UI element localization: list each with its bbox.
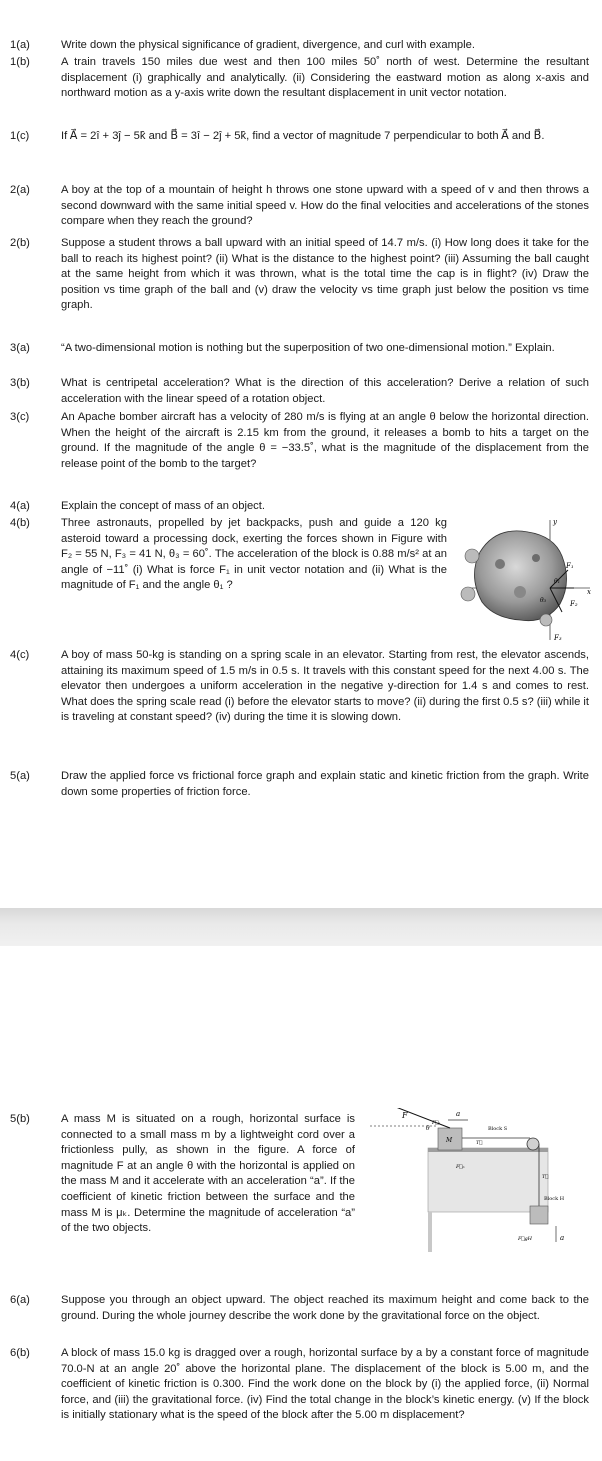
tension-side-label: T⃗ (542, 1174, 549, 1180)
accel-top-label: a (456, 1110, 461, 1118)
question-label: 4(c) (10, 649, 30, 661)
question-label: 5(b) (10, 1113, 30, 1125)
pulley-figure (368, 1108, 590, 1258)
block-m-small (530, 1206, 548, 1224)
question-text: An Apache bomber aircraft has a velocity of 280 m/s is flying at an angle θ below the horizontal direction. When the height of the aircraft is 2.15 km from the ground, it releases a bomb to hits a target on the ground. If the magnitude of the angle θ = −33.5˚, what is the magnitude of the displacement from the release point of the bomb to the target? (61, 411, 589, 470)
question-label: 2(b) (10, 237, 30, 249)
f2-label: F₂ (570, 600, 578, 608)
question-text: “A two-dimensional motion is nothing but the superposition of two one-dimensional motion.” Explain. (61, 342, 555, 354)
fn-label: F⃗ₙ (456, 1164, 465, 1170)
asteroid-figure (450, 512, 596, 646)
f1-label: F₁ (566, 562, 574, 570)
table-surface (428, 1148, 548, 1212)
page-break (0, 908, 602, 946)
force-label: F (402, 1111, 408, 1120)
angle-label: θ (426, 1125, 430, 1132)
question-text: What is centripetal acceleration? What is the direction of this acceleration? Derive a relation of such acceleration with the linear speed of a rotation object. (61, 377, 589, 405)
question-label: 6(b) (10, 1347, 30, 1359)
question-text: Draw the applied force vs frictional force graph and explain static and kinetic friction from the graph. Write down some properties of friction force. (61, 770, 589, 798)
asteroid-crater (514, 586, 526, 598)
astronaut-figure (461, 587, 475, 601)
theta3-label: θ₃ (540, 597, 547, 604)
asteroid-diagram (450, 512, 596, 646)
question-label: 1(b) (10, 56, 30, 68)
accel-side-label: a (560, 1234, 565, 1242)
block-h-label: Block H (544, 1196, 565, 1202)
asteroid-crater (532, 554, 540, 562)
asteroid-shape (474, 531, 566, 621)
question-label: 3(b) (10, 377, 30, 389)
question-text: A mass M is situated on a rough, horizontal surface is connected to a small mass m by a lightweight cord over a frictionless pully, as shown in the figure. A force of magnitude F at an angle θ with the horizontal is applied on the mass M and it accelerate with an acceleration “a”. If the coefficient of kinetic friction between the surface and the mass M is μₖ. Determine the magnitude of acceleration “a” of the two objects. (61, 1113, 355, 1235)
question-text: A boy at the top of a mountain of height h throws one stone upward with a speed of v and then throws a second downward with the same initial speed v. How do the final velocities and accelerations of the stones compare when they reach the ground? (61, 184, 589, 228)
question-text: If A⃗ = 2î + 3ĵ − 5k̂ and B⃗ = 3î − 2ĵ + 5k̂, find a vector of magnitude 7 perpendicular to both A⃗ and B⃗. (61, 130, 545, 142)
block-s-label: Block S (488, 1126, 508, 1132)
question-text: Explain the concept of mass of an object. (61, 500, 265, 512)
tension-top-label: T⃗ (476, 1140, 483, 1146)
x-axis-label: x (587, 588, 591, 596)
question-label: 1(c) (10, 130, 30, 142)
question-text: A block of mass 15.0 kg is dragged over a rough, horizontal surface by a by a constant force of magnitude 70.0-N at an angle 20˚ above the horizontal plane. The displacement of the block is 5.00 m, and the coefficient of kinetic friction is 0.300. Find the work done on the block by (i) the applied force, (ii) Normal force, and (iii) the gravitational force. (iv) Find the total change in the block’s kinetic energy. (v) If the block is initially stationary what is the speed of the block after the 5.00 m displacement? (61, 1347, 589, 1422)
question-label: 4(b) (10, 517, 30, 529)
force-vector (388, 1108, 450, 1128)
question-label: 2(a) (10, 184, 30, 196)
theta1-label: θ₁ (554, 578, 561, 585)
question-label: 3(a) (10, 342, 30, 354)
question-label: 4(a) (10, 500, 30, 512)
page-2 (0, 946, 602, 1461)
fs-label: F⃗ₛ (432, 1120, 441, 1126)
question-label: 5(a) (10, 770, 30, 782)
question-label: 6(a) (10, 1294, 30, 1306)
asteroid-crater (495, 559, 505, 569)
question-text: Suppose a student throws a ball upward with an initial speed of 14.7 m/s. (i) How long does it take for the ball to reach its highest point? (ii) What is the distance to the highest point? (iii) Assuming the ball caught at the same height from which it was thrown, what is the total time the cap is in flight? (iv) Draw the position vs time graph of the ball and (v) draw the velocity vs time graph just below the position vs time graph. (61, 237, 589, 312)
question-label: 1(a) (10, 39, 30, 51)
fg-label: F⃗gH (518, 1236, 533, 1242)
pulley-diagram (368, 1108, 590, 1258)
question-label: 3(c) (10, 411, 30, 423)
question-text: A train travels 150 miles due west and then 100 miles 50˚ north of west. Determine the resultant displacement (i) graphically and analytically. (ii) Considering the eastward motion as along x-axis and northward motion as a y-axis write down the resultant displacement in unit vector notation. (61, 56, 589, 100)
pulley-wheel (527, 1138, 539, 1150)
astronaut-figure (540, 614, 552, 626)
question-text: Suppose you through an object upward. The object reached its maximum height and come back to the ground. During the whole journey describe the work done by the gravitational force on the object. (61, 1294, 589, 1322)
y-axis-label: y (553, 518, 557, 526)
mass-big-label: M (446, 1137, 453, 1144)
question-text: Write down the physical significance of gradient, divergence, and curl with example. (61, 39, 475, 51)
question-text: Three astronauts, propelled by jet backpacks, push and guide a 120 kg asteroid toward a processing dock, exerting the forces shown in Figure with F₂ = 55 N, F₃ = 41 N, θ₃ = 60˚. The acceleration of the block is 0.88 m/s² at an angle of −11˚ (i) What is force F₁ in unit vector notation and (ii) What is the magnitude of F₁ and the angle θ₁ ? (61, 517, 447, 592)
table-leg (428, 1212, 432, 1252)
question-text: A boy of mass 50-kg is standing on a spring scale in an elevator. Starting from rest, the elevator ascends, attaining its maximum speed of 1.5 m/s in 0.5 s. It travels with this constant speed for the next 4.00 s. The elevator then undergoes a uniform acceleration in the negative y-direction for 1.4 s and comes to rest. What does the spring scale read (i) before the elevator starts to move? (ii) during the first 0.5 s? (iii) while it is traveling at constant speed? (iv) during the time it is slowing down. (61, 649, 589, 724)
f3-label: F₃ (554, 634, 562, 642)
astronaut-figure (465, 549, 479, 563)
